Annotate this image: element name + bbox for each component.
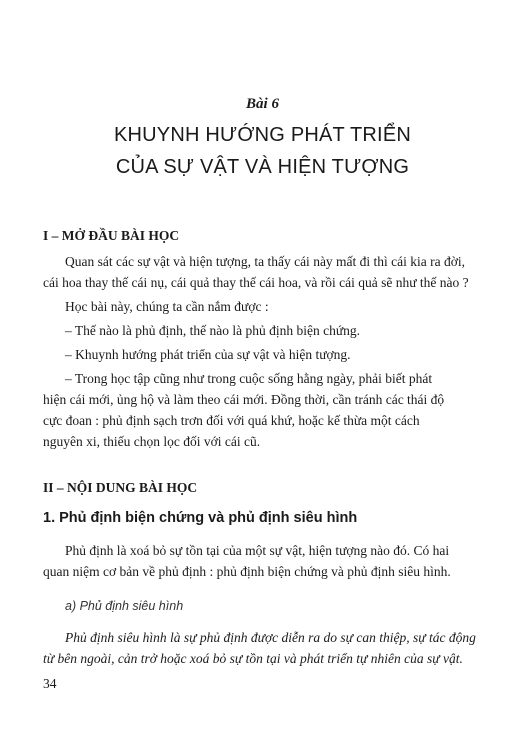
intro-paragraph-3 [43, 368, 483, 452]
bullet-line: – Thế nào là phủ định, thế nào là phủ định biện chứng. [65, 323, 361, 338]
lesson-title-line-2: CỦA SỰ VẬT VÀ HIỆN TƯỢNG [115, 156, 410, 178]
section-heading-intro: I – MỞ ĐẦU BÀI HỌC [43, 228, 180, 243]
goal-bullet [43, 320, 483, 341]
paragraph-line: cực đoan : phủ định sạch trơn đối với quá khứ, hoặc kế thừa một cách [43, 413, 420, 428]
paragraph-line: Quan sát các sự vật và hiện tượng, ta thấy cái này mất đi thì cái kia ra đời, [65, 254, 466, 269]
paragraph-line: từ bên ngoài, cản trở hoặc xoá bỏ sự tồn tại và phát triển tự nhiên của sự vật. [43, 651, 463, 666]
subsubsection-heading: a) Phủ định siêu hình [65, 599, 184, 613]
section-heading-content: II – NỘI DUNG BÀI HỌC [43, 480, 198, 495]
bullet-line: – Khuynh hướng phát triển của sự vật và hiện tượng. [65, 347, 351, 362]
page-number: 34 [43, 676, 57, 691]
paragraph-line: cái hoa thay thế cái nụ, cái quả thay thế cái hoa, và rồi cái quả sẽ như thế nào ? [43, 275, 469, 290]
paragraph-line: quan niệm cơ bản về phủ định : phủ định biện chứng và phủ định siêu hình. [43, 564, 451, 579]
lesson-title-line-1: KHUYNH HƯỚNG PHÁT TRIỂN [113, 124, 411, 146]
definition-paragraph [43, 627, 483, 669]
paragraph-line: Phủ định là xoá bỏ sự tồn tại của một sự vật, hiện tượng nào đó. Có hai [65, 543, 450, 558]
paragraph-line: – Trong học tập cũng như trong cuộc sống hằng ngày, phải biết phát [65, 371, 433, 386]
paragraph-line: nguyên xi, thiếu chọn lọc đối với cái cũ. [43, 434, 261, 449]
paragraph-line: Phủ định siêu hình là sự phủ định được diễn ra do sự can thiệp, sự tác động [65, 630, 476, 645]
paragraph-line: hiện cái mới, ủng hộ và làm theo cái mới. Đồng thời, cần tránh các thái độ [43, 392, 445, 407]
subsection-heading: 1. Phủ định biện chứng và phủ định siêu hình [43, 510, 358, 526]
lesson-number: Bài 6 [246, 96, 279, 112]
intro-paragraph-2 [43, 296, 483, 317]
content-paragraph-1 [43, 540, 483, 582]
paragraph-line: Học bài này, chúng ta cần nắm được : [65, 299, 269, 314]
goal-bullet [43, 344, 483, 365]
intro-paragraph-1 [43, 251, 483, 293]
